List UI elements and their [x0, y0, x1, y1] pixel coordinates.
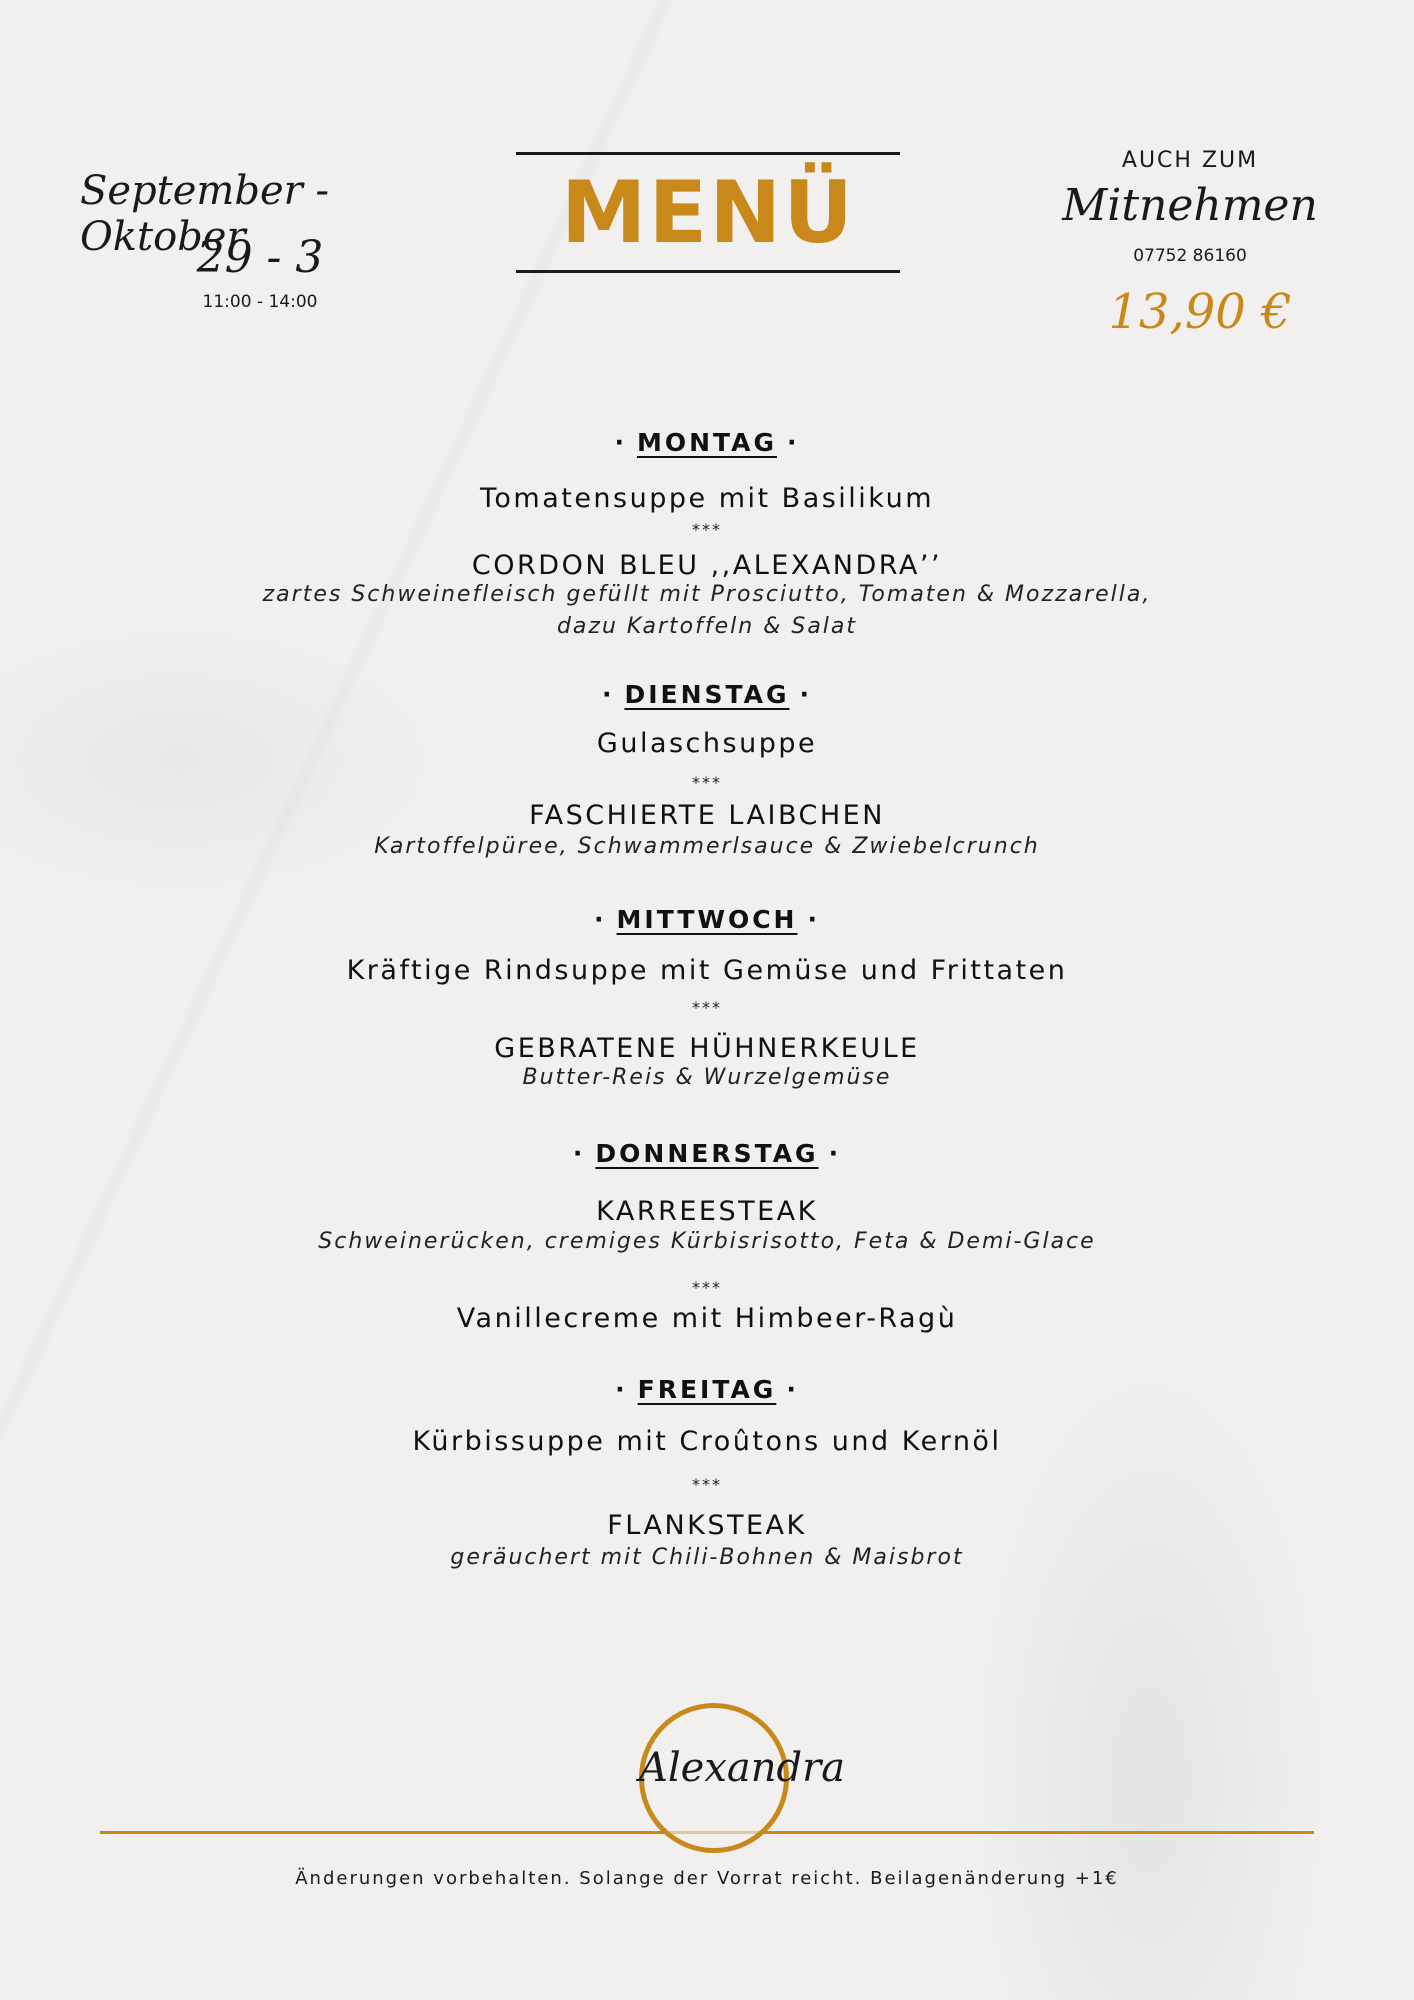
date-months: September -Oktober: [80, 168, 329, 260]
dish: FASCHIERTE LAIBCHEN: [529, 800, 885, 831]
dish-description: Kartoffelpüree, Schwammerlsauce & Zwiebelcrunch: [374, 834, 1040, 859]
day-heading-freitag: · FREITAG ·: [615, 1375, 799, 1404]
day-name: FREITAG: [637, 1375, 777, 1404]
takeaway-label: AUCH ZUM: [1121, 148, 1259, 173]
title-rule-top: [516, 152, 900, 155]
day-heading-mittwoch: · MITTWOCH ·: [594, 905, 820, 934]
page-title: MENÜ: [560, 163, 856, 263]
dish: Gulaschsuppe: [596, 728, 818, 759]
dish-description: Butter-Reis & Wurzelgemüse: [522, 1065, 892, 1090]
logo: Alexandra: [639, 1745, 846, 1791]
separator: ***: [692, 998, 722, 1017]
dish: Vanillecreme mit Himbeer-Ragù: [456, 1303, 958, 1334]
separator: ***: [692, 1475, 722, 1494]
phone-number: 07752 86160: [1133, 246, 1247, 266]
title-rule-bottom: [516, 270, 900, 273]
dish-description: zartes Schweinefleisch gefüllt mit Prosciutto, Tomaten & Mozzarella,: [262, 582, 1152, 607]
takeaway-script: Mitnehmen: [1062, 180, 1318, 231]
dish-description: geräuchert mit Chili-Bohnen & Maisbrot: [450, 1545, 964, 1570]
footer-note: Änderungen vorbehalten. Solange der Vorrat reicht. Beilagenänderung +1€: [295, 1868, 1119, 1889]
dish: GEBRATENE HÜHNERKEULE: [494, 1033, 920, 1064]
day-heading-montag: · MONTAG ·: [614, 428, 800, 457]
dish: KARREESTEAK: [596, 1196, 818, 1227]
separator: ***: [692, 520, 722, 539]
day-name: DIENSTAG: [624, 680, 790, 709]
opening-hours: 11:00 - 14:00: [202, 292, 318, 312]
dish-description: dazu Kartoffeln & Salat: [556, 614, 858, 639]
separator: ***: [692, 773, 722, 792]
dish: Kräftige Rindsuppe mit Gemüse und Frittaten: [346, 955, 1068, 986]
day-heading-dienstag: · DIENSTAG ·: [601, 680, 813, 709]
day-name: DONNERSTAG: [595, 1139, 819, 1168]
date-days: 29 - 3: [196, 232, 324, 283]
day-name: MONTAG: [636, 428, 778, 457]
dish: CORDON BLEU ,,ALEXANDRA’’: [471, 550, 943, 581]
dish: Kürbissuppe mit Croûtons und Kernöl: [412, 1426, 1002, 1457]
day-heading-donnerstag: · DONNERSTAG ·: [572, 1139, 842, 1168]
dish-description: Schweinerücken, cremiges Kürbisrisotto, Feta & Demi-Glace: [318, 1229, 1096, 1254]
price: 13,90 €: [1108, 284, 1292, 340]
separator: ***: [692, 1278, 722, 1297]
day-name: MITTWOCH: [616, 905, 798, 934]
dish: Tomatensuppe mit Basilikum: [479, 483, 935, 514]
dish: FLANKSTEAK: [607, 1510, 807, 1541]
